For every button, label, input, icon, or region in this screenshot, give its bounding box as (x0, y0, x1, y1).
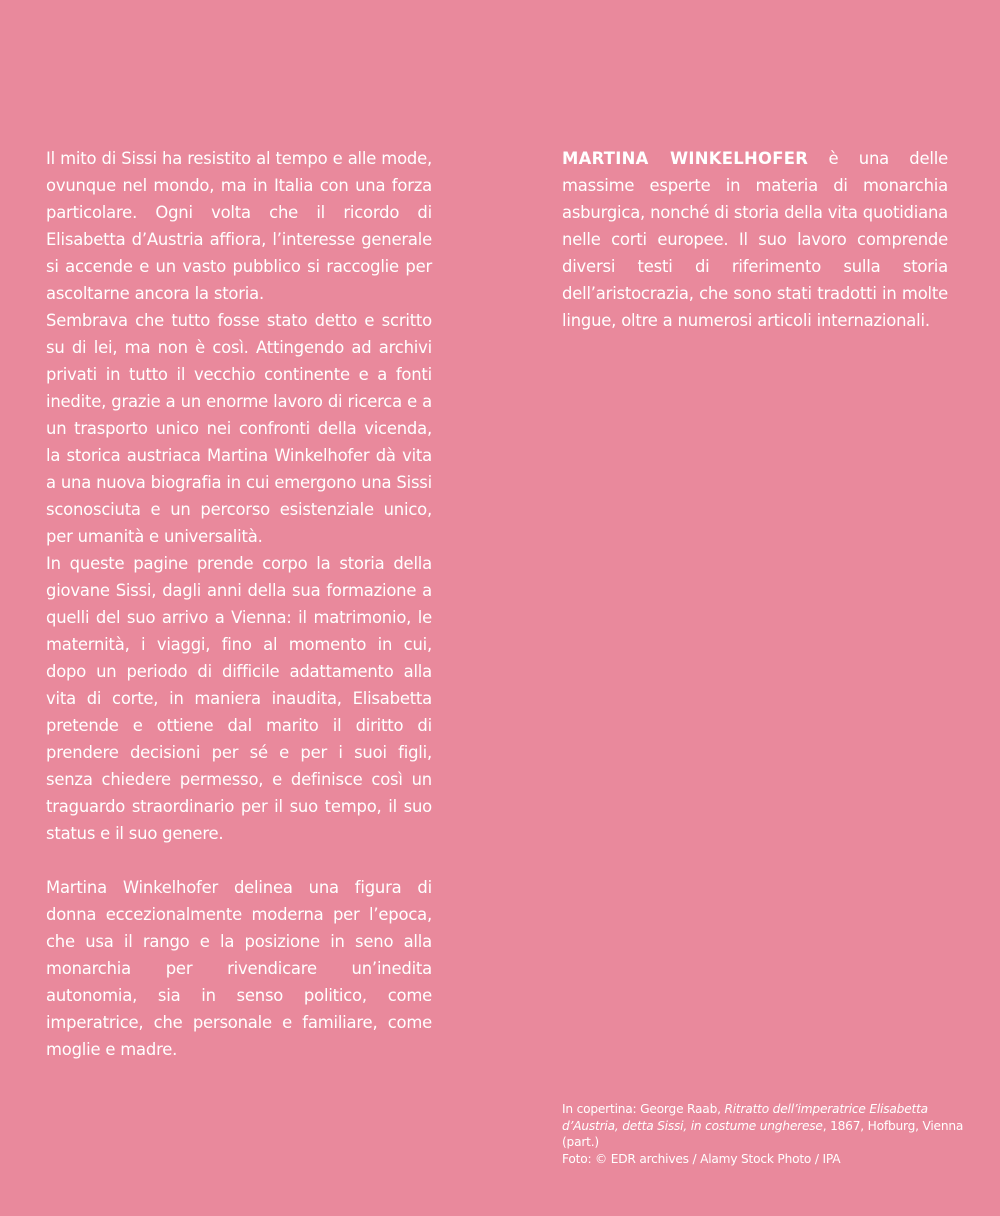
cover-credits (562, 1101, 982, 1167)
cover-credit-line (562, 1101, 982, 1151)
synopsis-paragraph-2: Sembrava che tutto fosse stato detto e scritto su di lei, ma non è così. Attingendo ad archivi privati in tutto il vecchio continente e a fonti inedite, grazie a un enorme lavoro di ricerca e a un trasporto unico nei confronti della vicenda, la storica austriaca Martina Winkelhofer dà vita a una nuova biografia in cui emergono una Sissi sconosciuta e un percorso esistenziale unico, per umanità e universalità. (46, 311, 432, 546)
author-bio-text: è una delle massime esperte in materia di monarchia asburgica, nonché di storia della vita quotidiana nelle corti europee. Il suo lavoro comprende diversi testi di riferimento sulla storia dell’aristocrazia, che sono stati tradotti in molte lingue, oltre a numerosi articoli internazionali. (562, 149, 948, 330)
artwork-details: , 1867, Hofburg, Vienna (part.) (562, 1118, 964, 1149)
author-bio (562, 145, 948, 334)
author-name: MARTINA WINKELHOFER (562, 149, 809, 168)
synopsis-column (46, 145, 432, 1063)
author-bio-column (562, 145, 948, 334)
synopsis-paragraph-1: Il mito di Sissi ha resistito al tempo e alle mode, ovunque nel mondo, ma in Italia con una forza particolare. Ogni volta che il ricordo di Elisabetta d’Austria affiora, l’interesse generale si accende e un vasto pubblico si raccoglie per ascoltarne ancora la storia. (46, 149, 432, 303)
synopsis-paragraph-3: In queste pagine prende corpo la storia della giovane Sissi, dagli anni della sua formazione a quelli del suo arrivo a Vienna: il matrimonio, le maternità, i viaggi, fino al momento in cui, dopo un periodo di difficile adattamento alla vita di corte, in maniera inaudita, Elisabetta pretende e ottiene dal marito il diritto di prendere decisioni per sé e per i suoi figli, senza chiedere permesso, e definisce così un traguardo straordinario per il suo tempo, il suo status e il suo genere. (46, 554, 432, 843)
photo-credit: Foto: © EDR archives / Alamy Stock Photo / IPA (562, 1151, 841, 1166)
cover-credit-prefix: In copertina: George Raab, (562, 1102, 725, 1116)
synopsis-paragraph-4: Martina Winkelhofer delinea una figura di donna eccezionalmente moderna per l’epoca, che usa il rango e la posizione in seno alla monarchia per rivendicare un’inedita autonomia, sia in senso politico, come imperatrice, che personale e familiare, come moglie e madre. (46, 878, 432, 1059)
artwork-title: Ritratto dell’imperatrice Elisabetta d’Austria, detta Sissi, in costume ungherese (562, 1102, 928, 1133)
